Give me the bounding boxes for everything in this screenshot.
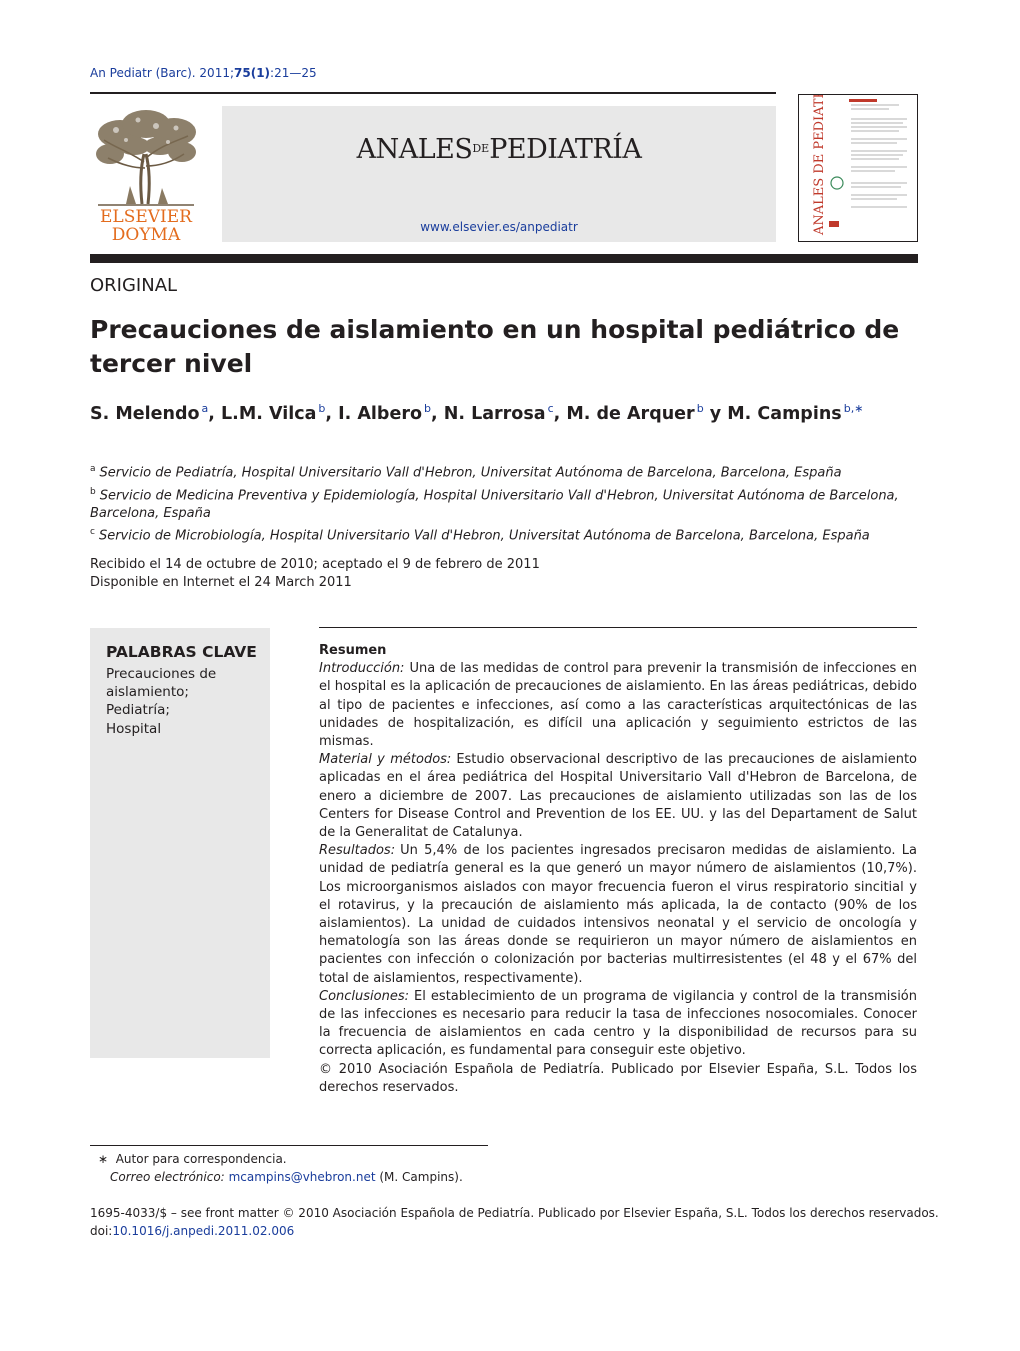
abstract-rule: [319, 627, 917, 628]
journal-citation[interactable]: [90, 66, 317, 80]
abstract-section-text: Una de las medidas de control para prevenir la transmisión de infecciones en el hospital es la aplicación de precauciones de aislamiento. En las áreas pediátricas, debido al tipo de pacientes e infecciones, así como a las características arquitectónicas de las unidades de hospitalización, es difícil una aplicación y seguimiento estrictos de las mismas.: [319, 661, 918, 750]
elsevier-tree-icon: [90, 106, 202, 242]
email-suffix: (M. Campins).: [379, 1170, 463, 1184]
abstract-section-label: Resultados:: [319, 843, 396, 859]
journal-masthead: [222, 106, 776, 242]
keywords-list: [106, 665, 256, 738]
abstract-section-label: Conclusiones:: [319, 988, 409, 1004]
citation-pages: :21—25: [270, 66, 317, 80]
abstract-section-text: Un 5,4% de los pacientes ingresados precisaron medidas de aislamiento. La unidad de pediatría general es la que generó un mayor número de aislamientos (10,7%). Los microorganismos aislados con mayor frecuencia fueron el virus respiratorio sincitial y el rotavirus, y la precaución de aislamiento más aplicada, la de contacto (90% de los aislamientos). La unidad de cuidados intensivos neonatal y el servicio de oncología y hematología son las áreas donde se requirieron un mayor número de aislamientos en pacientes con infección o colonización por bacterias multirresistentes (el 48 y el 67% del total de aislamientos, respectivamente).: [319, 843, 917, 986]
author: S. Melendo $^a$: [90, 402, 209, 424]
doi-prefix: doi:: [90, 1224, 113, 1238]
cover-vertical-title: ANALES DE PEDIATRÍA: [812, 95, 827, 235]
issn-line: 1695-4033/$ – see front matter © 2010 Asociación Española de Pediatría. Publicado por Elsevier España, S.L. Todos los derechos reservados.: [90, 1206, 939, 1220]
abstract-section: [319, 842, 917, 988]
keywords-panel: [90, 628, 270, 1058]
author: L.M. Vilca $^b$: [221, 402, 326, 424]
affiliation-item: $^b$ Servicio de Medicina Preventiva y Epidemiología, Hospital Universitario Vall d'Hebron, Universitat Autónoma de Barcelona, Barcelona, España: [90, 486, 899, 522]
keyword-item: Hospital: [106, 720, 162, 737]
email-link[interactable]: mcampins@vhebron.net: [228, 1170, 376, 1184]
affiliations: [90, 460, 918, 546]
affiliation-link[interactable]: b,∗: [843, 402, 864, 415]
abstract-heading: Resumen: [319, 643, 387, 658]
author: N. Larrosa $^c$: [443, 402, 554, 424]
article-title: Precauciones de aislamiento en un hospital pediátrico de tercer nivel: [90, 315, 900, 378]
abstract-section-text: El establecimiento de un programa de vigilancia y control de la transmisión de las infecciones es necesario para reducir la tasa de infecciones nosocomiales. Conocer la frecuencia de aislamientos en cada centro y la disponibilidad de recursos para su correcta aplicación, es fundamental para conseguir este objetivo.: [319, 988, 917, 1059]
author: I. Albero $^b$: [338, 402, 431, 424]
citation-volume-issue: 75(1): [234, 66, 271, 80]
doi-link[interactable]: 10.1016/j.anpedi.2011.02.006: [112, 1224, 295, 1238]
article-section-label: ORIGINAL: [90, 275, 178, 296]
abstract-section: [319, 660, 917, 751]
abstract-section: [319, 751, 917, 842]
received-date: Recibido el 14 de octubre de 2010; aceptado el 9 de febrero de 2011: [90, 557, 540, 572]
abstract-section-label: Material y métodos:: [319, 752, 452, 768]
abstract-copyright: © 2010 Asociación Española de Pediatría. Publicado por Elsevier España, S.L. Todos los derechos reservados.: [319, 1061, 917, 1095]
correspondence-footnote: [98, 1150, 463, 1186]
abstract: [319, 642, 917, 1097]
affiliation-link[interactable]: b: [696, 402, 704, 415]
affiliation-link[interactable]: b: [318, 402, 326, 415]
author: M. de Arquer $^b$: [566, 402, 704, 424]
journal-name: $ANALES^{DE}PEDIATRÍA$: [356, 134, 642, 165]
footnote-rule: [90, 1145, 488, 1146]
publisher-name: ELSEVIER: [100, 207, 192, 227]
author-list: S. Melendo $^a$, L.M. Vilca $^b$, I. Albero $^b$, N. Larrosa $^c$, M. de Arquer $^b$ y M. Campins $^{b,∗}$: [90, 402, 864, 424]
publisher-logo: [90, 106, 202, 242]
journal-url[interactable]: www.elsevier.es/anpediatr: [420, 220, 578, 234]
keyword-item: Precauciones de aislamiento;: [106, 666, 217, 701]
citation-prefix: An Pediatr (Barc). 2011;: [90, 66, 235, 80]
journal-cover-thumbnail: [798, 94, 918, 242]
footnote-marker: ∗: [98, 1152, 109, 1166]
header-rule: [90, 92, 776, 94]
abstract-section-text: Estudio observacional descriptivo de las precauciones de aislamiento aplicadas en el área pediátrica del Hospital Universitario Vall d'Hebron de Barcelona, de enero a diciembre de 2007. Las precauciones de aislamiento utilizadas son las de los Centers for Disease Control and Prevention de los EE. UU. y las del Departament de Salut de la Generalitat de Catalunya.: [319, 752, 917, 841]
publisher-subname: DOYMA: [111, 225, 181, 242]
affiliation-item: $^c$ Servicio de Microbiología, Hospital Universitario Vall d'Hebron, Universitat Autónoma de Barcelona, Barcelona, España: [90, 527, 870, 544]
affiliation-link[interactable]: b: [423, 402, 431, 415]
affiliation-link[interactable]: a: [201, 402, 209, 415]
header-thick-rule: [90, 254, 918, 263]
author: M. Campins $^{b,∗}$: [727, 402, 864, 424]
keyword-item: Pediatría;: [106, 702, 170, 719]
abstract-section-label: Introducción:: [319, 661, 405, 677]
footnote-label: Autor para correspondencia.: [115, 1152, 287, 1166]
email-label: Correo electrónico:: [110, 1170, 225, 1184]
page-footer: [90, 1204, 939, 1240]
affiliation-item: $^a$ Servicio de Pediatría, Hospital Universitario Vall d'Hebron, Universitat Autónoma de Barcelona, Barcelona, España: [90, 464, 842, 481]
online-date: Disponible en Internet el 24 March 2011: [90, 575, 352, 590]
abstract-section: [319, 988, 917, 1061]
keywords-title: PALABRAS CLAVE: [106, 643, 257, 661]
article-dates: [90, 556, 540, 592]
affiliation-link[interactable]: c: [547, 402, 554, 415]
